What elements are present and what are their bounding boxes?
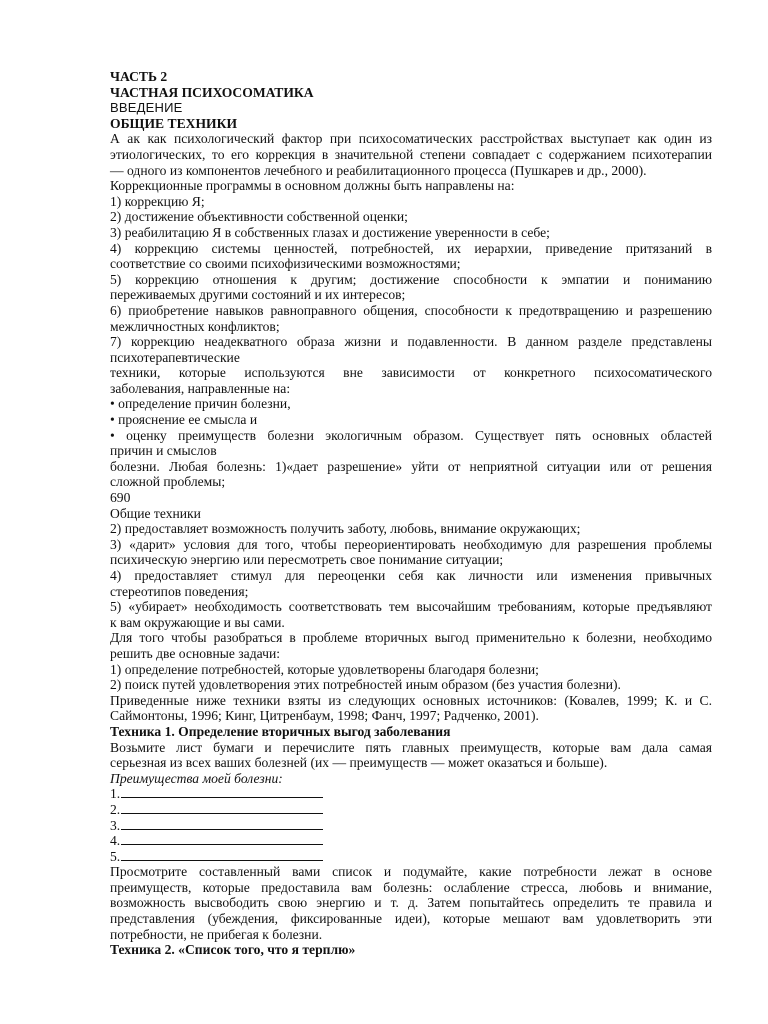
text-line: решить две основные задачи: [110, 645, 280, 661]
blank-line [121, 802, 323, 814]
blank-line [121, 818, 323, 830]
text-line: психическую энергию или пересмотреть свое понимание ситуации; [110, 552, 504, 568]
blank-line [121, 849, 323, 861]
text-line: заболевания, направленные на: [110, 380, 291, 396]
text-line: 2) достижение объективности собственной оценки; [110, 209, 408, 225]
part-title: ЧАСТНАЯ ПСИХОСОМАТИКА [110, 84, 314, 100]
text-line: преимуществ, которые предоставила вам болезнь: ослабление стресса, любовь и внимание, [110, 879, 712, 895]
list-number: 3. [110, 817, 121, 833]
list-number: 1. [110, 786, 121, 802]
text-line: серьезная из всех ваших болезней (их — преимуществ — может оказаться и больше). [110, 755, 608, 771]
text-line: представления (убеждения, фиксированные идеи), которые мешают вам удовлетворить эти [110, 911, 712, 927]
text-line: 2) поиск путей удовлетворения этих потребностей иным образом (без участия болезни). [110, 677, 621, 693]
list-number: 2. [110, 801, 121, 817]
closing-text [110, 864, 712, 942]
text-line: А ак как психологический фактор при психосоматических расстройствах выступает как один из [110, 131, 712, 147]
text-line: техники, которые используются вне зависимости от конкретного психосоматического [110, 365, 712, 381]
text-line: болезни. Любая болезнь: 1)«дает разрешение» уйти от неприятной ситуации или от решения [110, 458, 712, 474]
text-line: к вам окружающие и вы сами. [110, 614, 285, 630]
text-line: сложной проблемы; [110, 474, 226, 490]
text-line: стереотипов поведения; [110, 583, 249, 599]
text-line: 5) «убирает» необходимость соответствовать тем высочайшим требованиям, которые предъявляют [110, 599, 712, 615]
text-line: Приведенные ниже техники взяты из следующих основных источников: (Ковалев, 1999; К. и С. [110, 692, 712, 708]
benefits-list [110, 786, 712, 864]
technique-1-title: Техника 1. Определение вторичных выгод заболевания [110, 723, 451, 739]
list-number: 4. [110, 833, 121, 849]
text-line: Общие техники [110, 505, 201, 521]
text-line: • оценку преимуществ болезни экологичным образом. Существует пять основных областей [110, 427, 712, 443]
text-line: Просмотрите составленный вами список и подумайте, какие потребности лежат в основе [110, 864, 712, 880]
text-line: Для того чтобы разобраться в проблеме вторичных выгод применительно к болезни, необходимо [110, 630, 712, 646]
text-line: причин и смыслов [110, 443, 217, 459]
text-line: 3) реабилитацию Я в собственных глазах и достижение уверенности в себе; [110, 224, 550, 240]
text-line: 1) коррекцию Я; [110, 193, 205, 209]
blank-list-item [110, 786, 712, 802]
blank-line [121, 833, 323, 845]
technique-2-title: Техника 2. «Список того, что я терплю» [110, 942, 356, 958]
text-line: этиологических, то его коррекция в значительной степени совпадает с содержанием психотерапии [110, 146, 712, 162]
blank-list-item [110, 833, 712, 849]
text-line: 4) коррекцию системы ценностей, потребностей, их иерархии, приведение притязаний в [110, 240, 712, 256]
text-line: межличностных конфликтов; [110, 318, 280, 334]
text-line: 4) предоставляет стимул для переоценки себя как личности или изменения привычных [110, 568, 712, 583]
text-line: Возьмите лист бумаги и перечислите пять главных преимуществ, которые вам дала самая [110, 739, 712, 755]
text-line: 3) «дарит» условия для того, чтобы переориентировать необходимую для разрешения проблемы [110, 536, 712, 552]
blank-list-item [110, 818, 712, 834]
text-line: Саймонтоны, 1996; Кинг, Цитренбаум, 1998; Фанч, 1997; Радченко, 2001). [110, 708, 539, 724]
blank-list-item [110, 802, 712, 818]
text-line: • определение причин болезни, [110, 396, 291, 412]
text-line: — одного из компонентов лечебного и реабилитационного процесса (Пушкарев и др., 2000). [110, 162, 647, 178]
text-line: 690 [110, 490, 131, 506]
text-line: переживаемых другими состояний и их интересов; [110, 287, 406, 303]
text-line: 7) коррекцию неадекватного образа жизни и подавленности. В данном разделе представлены [110, 334, 712, 350]
list-heading: Преимущества моей болезни: [110, 770, 283, 786]
text-line: соответствие со своими психофизическими возможностями; [110, 256, 461, 272]
text-line: • прояснение ее смысла и [110, 412, 258, 428]
text-line: Коррекционные программы в основном должны быть направлены на: [110, 178, 515, 194]
section-heading: ОБЩИЕ ТЕХНИКИ [110, 115, 238, 131]
blank-list-item [110, 849, 712, 865]
document-page [110, 69, 712, 958]
text-line: 2) предоставляет возможность получить заботу, любовь, внимание окружающих; [110, 521, 581, 537]
text-line: потребности, не прибегая к болезни. [110, 926, 323, 942]
text-line: 6) приобретение навыков равноправного общения, способности к предотвращению и разрешению [110, 302, 712, 318]
intro-heading: ВВЕДЕНИЕ [110, 100, 183, 116]
text-line: 1) определение потребностей, которые удовлетворены благодаря болезни; [110, 661, 539, 677]
text-line: возможность высвободить свою энергию и т. д. Затем попытайтесь определить те правила и [110, 895, 712, 911]
text-line: 5) коррекцию отношения к другим; достижение способности к эмпатии и пониманию [110, 271, 712, 287]
text-line: психотерапевтические [110, 349, 240, 365]
part-label: ЧАСТЬ 2 [110, 69, 168, 84]
list-number: 5. [110, 848, 121, 864]
body-text [110, 131, 712, 724]
technique-1-text [110, 740, 712, 771]
blank-line [121, 786, 323, 798]
